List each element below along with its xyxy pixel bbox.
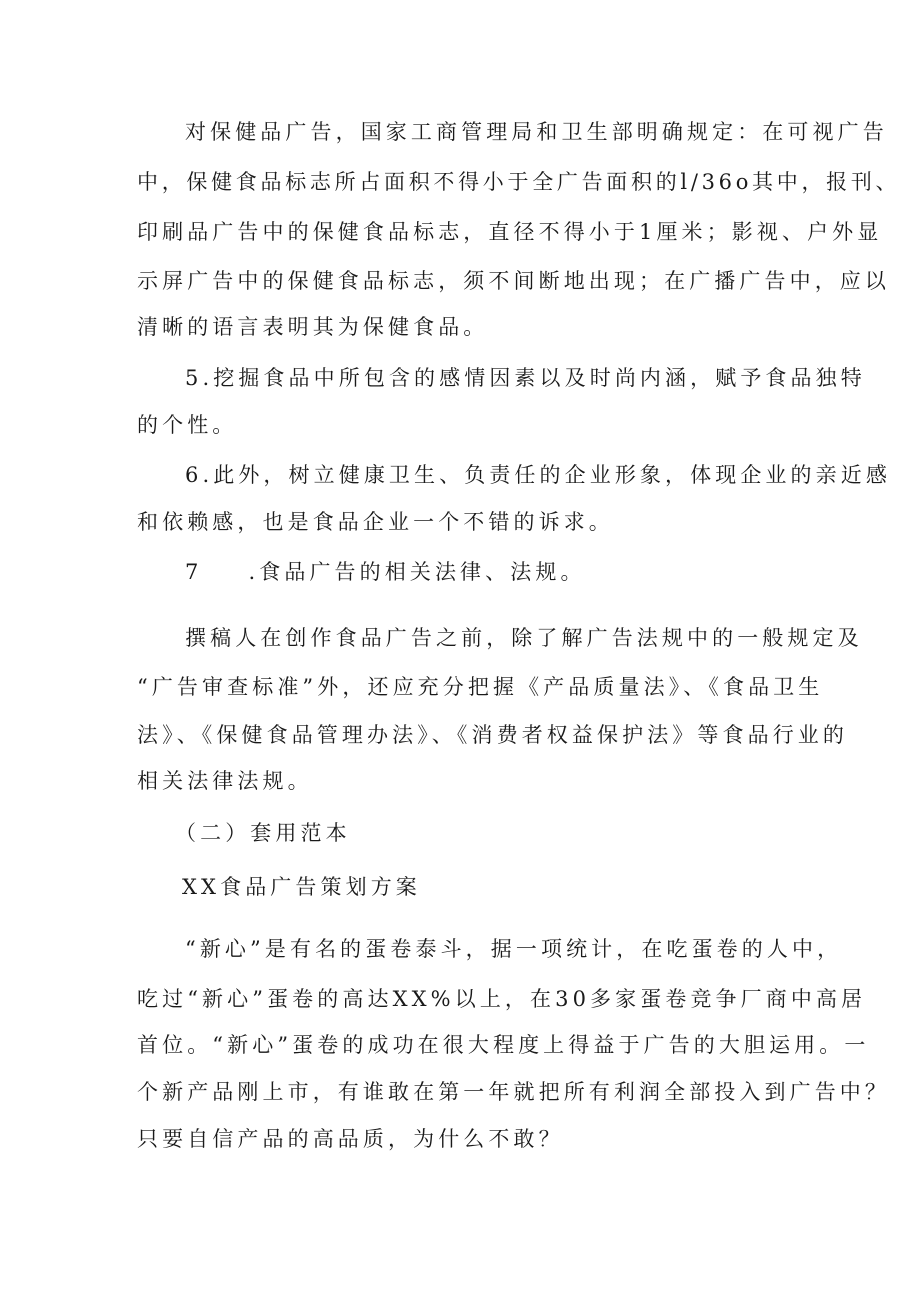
paragraph-line: 对保健品广告，国家工商管理局和卫生部明确规定：在可视广告 [185,120,888,144]
paragraph-line: 示屏广告中的保健食品标志，须不间断地出现；在广播广告中，应以 [137,269,890,293]
list-item-7-number: 7 [185,560,203,584]
paragraph-line: 中，保健食品标志所占面积不得小于全广告面积的l/36o其中，报刊、 [137,170,901,194]
list-item-5-line: 的个性。 [137,413,238,437]
paragraph-line: 撰稿人在创作食品广告之前，除了解广告法规中的一般规定及 [185,626,863,650]
list-item-6-line: 6.此外，树立健康卫生、负责任的企业形象，体现企业的亲近感 [185,463,891,487]
paragraph-line: 吃过“新心”蛋卷的高达XX%以上，在30多家蛋卷竞争厂商中高居 [137,987,867,1011]
list-item-7-text: .食品广告的相关法律、法规。 [248,560,586,584]
paragraph-line: 清晰的语言表明其为保健食品。 [137,315,489,339]
paragraph-line: “广告审查标准”外，还应充分把握《产品质量法》、《食品卫生 [137,675,824,699]
paragraph-line: 法》、《保健食品管理办法》、《消费者权益保护法》等食品行业的 [137,723,848,747]
list-item-6-line: 和依赖感，也是食品企业一个不错的诉求。 [137,510,614,534]
paragraph-line: “新心”是有名的蛋卷泰斗，据一项统计，在吃蛋卷的人中， [185,937,843,961]
paragraph-line: 首位。“新心”蛋卷的成功在很大程度上得益于广告的大胆运用。一 [137,1033,870,1057]
list-item-7 [185,557,586,587]
plan-title: XX食品广告策划方案 [182,875,421,899]
paragraph-line: 只要自信产品的高品质，为什么不敢？ [137,1127,564,1151]
paragraph-line: 印刷品广告中的保健食品标志，直径不得小于1厘米；影视、户外显 [137,220,883,244]
list-item-5-line: 5.挖掘食品中所包含的感情因素以及时尚内涵，赋予食品独特 [185,366,866,390]
section-heading: （二）套用范本 [175,821,351,845]
paragraph-line: 个新产品刚上市，有谁敢在第一年就把所有利润全部投入到广告中？ [137,1080,890,1104]
paragraph-line: 相关法律法规。 [137,769,313,793]
